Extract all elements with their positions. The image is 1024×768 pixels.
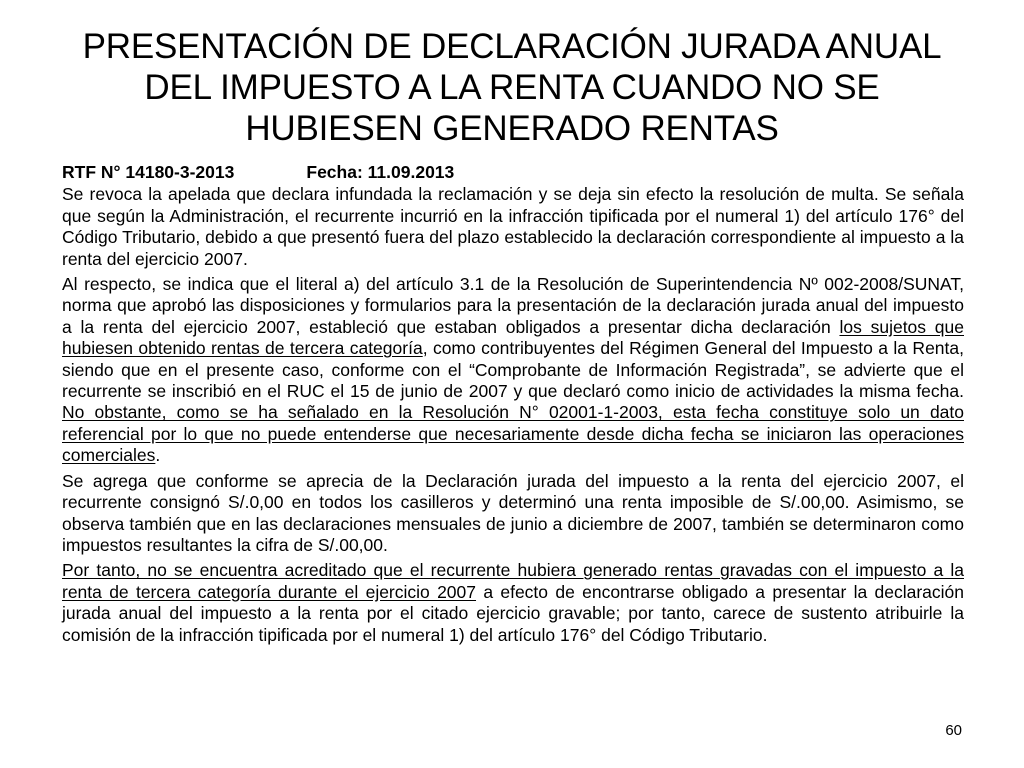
paragraph-3: Se agrega que conforme se aprecia de la Declaración jurada del impuesto a la renta del ejercicio 2007, el recurrente consignó S/.0,00 en todos los casilleros y determinó una renta imposible de S/.00,00. Asimismo, se observa también que en las declaraciones mensuales de junio a diciembre de 2007, también se determinaron como impuestos resultantes la cifra de S/.00,00. <box>62 470 964 555</box>
paragraph-4 <box>62 560 964 646</box>
paragraph-2 <box>62 274 964 467</box>
paragraph-4-underlined: Por tanto, no se encuentra acreditado que el recurrente hubiera generado rentas gravadas con el impuesto a la renta de tercera categoría durante el ejercicio 2007 <box>62 560 964 602</box>
title-line-3: HUBIESEN GENERADO RENTAS <box>245 109 779 148</box>
rtf-number: RTF N° 14180-3-2013 <box>62 162 235 182</box>
paragraph-4-text: a efecto de encontrarse obligado a presentar la declaración jurada anual del impuesto a la renta por el citado ejercicio gravable; por tanto, carece de sustento atribuirle la comisión de la infracción tipificada por el numeral 1) del artículo 176° del Código Tributario. <box>62 581 964 645</box>
paragraph-2-text-a: Al respecto, se indica que el literal a) del artículo 3.1 de la Resolución de Superintendencia Nº 002-2008/SUNAT, norma que aprobó las disposiciones y formularios para la presentación de la declaración jurada anual del impuesto a la renta del ejercicio 2007, estableció que estaban obligados a presentar dicha declaración <box>62 274 964 337</box>
paragraph-2-underlined-a: los sujetos que hubiesen obtenido rentas de tercera categoría <box>62 316 964 359</box>
paragraph-2-text-b: , como contribuyentes del Régimen General del Impuesto a la Renta, siendo que en el presente caso, conforme con el “Comprobante de Información Registrada”, se advierte que el recurrente se inscribió en el RUC el 15 de junio de 2007 y que declaró como inicio de actividades la misma fecha. <box>62 338 964 402</box>
paragraph-1: Se revoca la apelada que declara infundada la reclamación y se deja sin efecto la resolución de multa. Se señala que según la Administración, el recurrente incurrió en la infracción tipificada por el numeral 1) del artículo 176° del Código Tributario, debido a que presentó fuera del plazo establecido la declaración correspondiente al impuesto a la renta del ejercicio 2007. <box>62 184 964 269</box>
slide-title <box>40 26 984 149</box>
reference-date: Fecha: 11.09.2013 <box>306 162 455 182</box>
paragraph-2-underlined-b: No obstante, como se ha señalado en la Resolución N° 02001-1-2003, esta fecha constituye solo un dato referencial por lo que no puede entenderse que necesariamente desde dicha fecha se iniciaron las operaciones comerciales <box>62 402 964 466</box>
title-line-1: PRESENTACIÓN DE DECLARACIÓN JURADA ANUAL <box>82 27 942 66</box>
paragraph-2-text-c: . <box>155 445 161 466</box>
reference-line <box>62 162 964 183</box>
page-number: 60 <box>945 722 962 739</box>
title-line-2: DEL IMPUESTO A LA RENTA CUANDO NO SE <box>144 68 880 107</box>
slide-body <box>62 162 964 650</box>
